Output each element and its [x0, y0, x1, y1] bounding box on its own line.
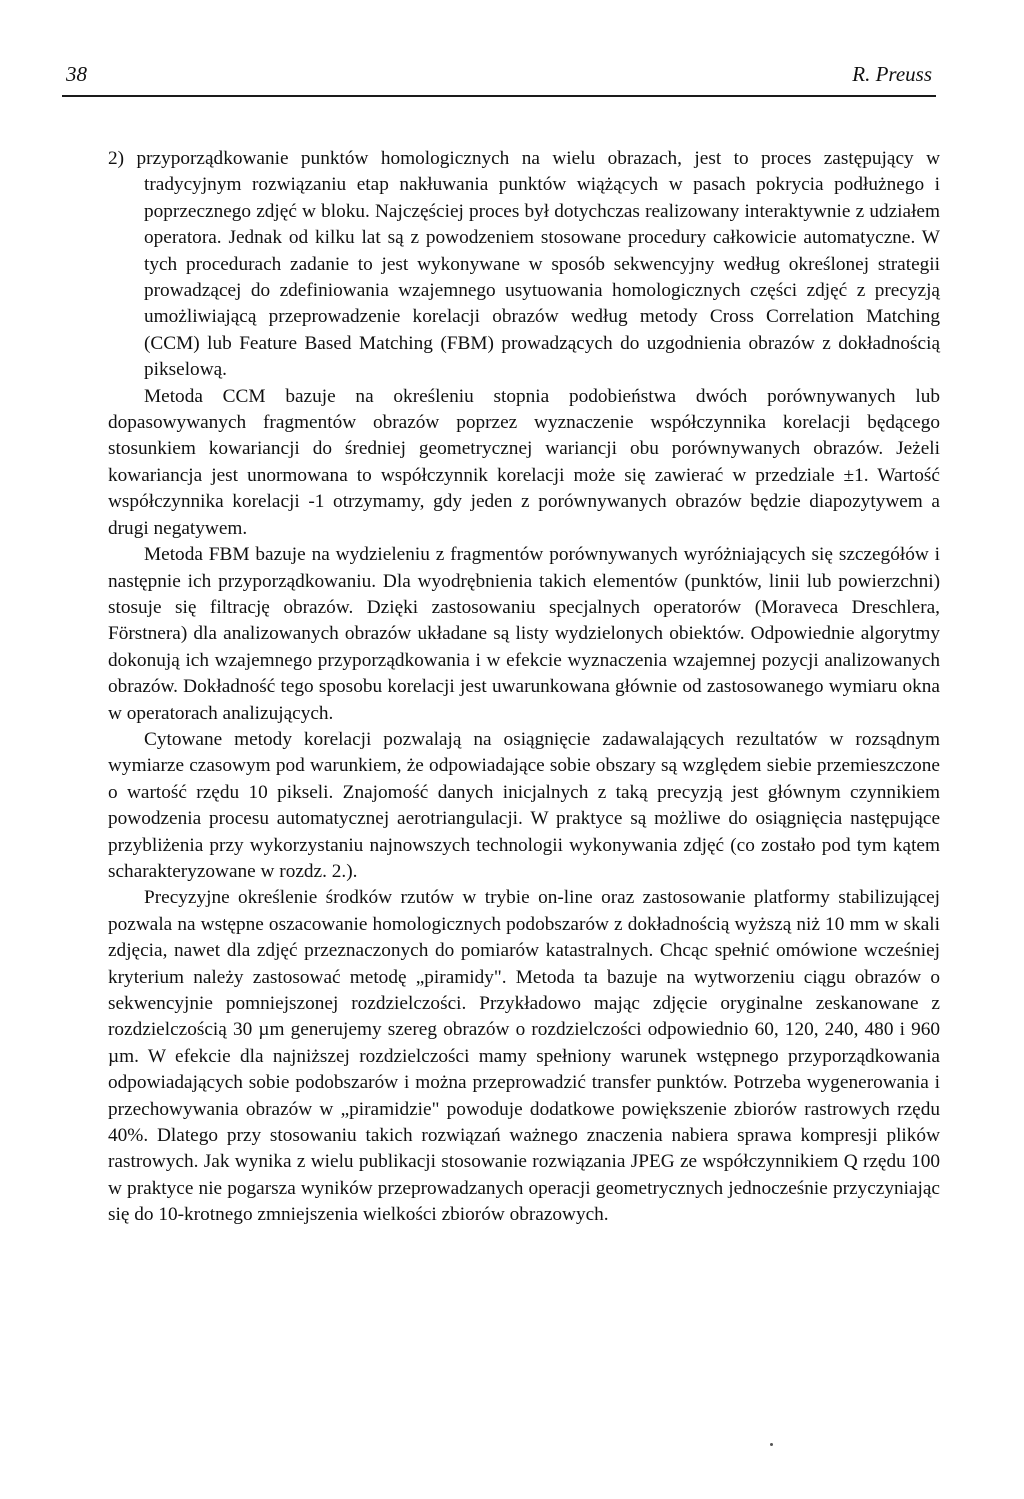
paragraph-correlation-methods: Cytowane metody korelacji pozwalają na osiągnięcie zadawalających rezultatów w rozsądnym wymiarze czasowym pod warunkiem, że odpowiadające sobie obszary są względem siebie przemieszczone o wartość rzędu 10 pikseli. Znajomość danych inicjalnych z taką precyzją jest głównym czynnikiem powodzenia procesu automatycznej aerotriangulacji. W praktyce są możliwe do osiągnięcia następujące przybliżenia przy wykorzystaniu najnowszych technologii wykonywania zdjęć (co zostało pod tym kątem scharakteryzowane w rozdz. 2.).: [108, 728, 940, 882]
page-header: [66, 62, 932, 96]
paragraph-ccm: Metoda CCM bazuje na określeniu stopnia podobieństwa dwóch porównywanych lub dopasowywanych fragmentów obrazów poprzez wyznaczenie współczynnika korelacji będącego stosunkiem kowariancji do średniej geometrycznej wariancji obu porównywanych obrazów. Jeżeli kowariancja jest unormowana to współczynnik korelacji może się zawierać w przedziale ±1. Wartość współczynnika korelacji -1 otrzymamy, gdy jeden z porównywanych obrazów będzie diapozytywem a drugi negatywem.: [108, 385, 940, 539]
body-text: [108, 146, 940, 1229]
list-item-paragraph: 2) przyporządkowanie punktów homologicznych na wielu obrazach, jest to proces zastępujący w tradycyjnym rozwiązaniu etap nakłuwania punktów wiążących w pasach pokrycia podłużnego i poprzecznego zdjęć w bloku. Najczęściej proces był dotychczas realizowany interaktywnie z udziałem operatora. Jednak od kilku lat są z powodzeniem stosowane procedury całkowicie automatyczne. W tych procedurach zadanie to jest wykonywane w sposób sekwencyjny według określonej strategii prowadzącej do zdefiniowania wzajemnego usytuowania homologicznych części zdjęć z precyzją umożliwiającą przeprowadzenie korelacji obrazów według metody Cross Correlation Matching (CCM) lub Feature Based Matching (FBM) prowadzących do uzgodnienia obrazów z dokładnością pikselową.: [108, 148, 940, 381]
running-head-author: R. Preuss: [852, 62, 932, 86]
paragraph-pyramid: Precyzyjne określenie środków rzutów w trybie on-line oraz zastosowanie platformy stabilizującej pozwala na wstępne oszacowanie homologicznych podobszarów z dokładnością wyższą niż 10 mm w skali zdjęcia, nawet dla zdjęć przeznaczonych do pomiarów katastralnych. Chcąc spełnić omówione wcześniej kryterium należy zastosować metodę „piramidy". Metoda ta bazuje na wytworzeniu ciągu obrazów o sekwencyjnie pomniejszonej rozdzielczości. Przykładowo mając zdjęcie oryginalne zeskanowane z rozdzielczością 30 µm generujemy szereg obrazów o rozdzielczości odpowiednio 60, 120, 240, 480 i 960 µm. W efekcie dla najniższej rozdzielczości mamy spełniony warunek wstępnego przyporządkowania odpowiadających sobie podobszarów i można przeprowadzić transfer punktów. Potrzeba wygenerowania i przechowywania obrazów w „piramidzie" powoduje dodatkowe powiększenie zbiorów rastrowych rzędu 40%. Dlatego przy stosowaniu takich rozwiązań ważnego znaczenia nabiera sprawa kompresji plików rastrowych. Jak wynika z wielu publikacji stosowanie rozwiązania JPEG ze współczynnikiem Q rzędu 100 w praktyce nie pogarsza wyników przeprowadzanych operacji geometrycznych jednocześnie przyczyniając się do 10-krotnego zmniejszenia wielkości zbiorów obrazowych.: [108, 887, 940, 1226]
page-number: 38: [66, 62, 87, 86]
scan-speck: [770, 1443, 773, 1446]
paragraph-fbm: Metoda FBM bazuje na wydzieleniu z fragmentów porównywanych wyróżniających się szczegółów i następnie ich przyporządkowaniu. Dla wyodrębnienia takich elementów (punktów, linii lub powierzchni) stosuje się filtrację obrazów. Dzięki zastosowaniu specjalnych operatorów (Moraveca Dreschlera, Förstnera) dla analizowanych obrazów układane są listy wydzielonych obiektów. Odpowiednie algorytmy dokonują ich wzajemnego przyporządkowania i w efekcie wyznaczenia wzajemnej pozycji analizowanych obrazów. Dokładność tego sposobu korelacji jest uwarunkowana głównie od zastosowanego wymiaru okna w operatorach analizujących.: [108, 544, 940, 724]
header-rule: [62, 95, 936, 97]
